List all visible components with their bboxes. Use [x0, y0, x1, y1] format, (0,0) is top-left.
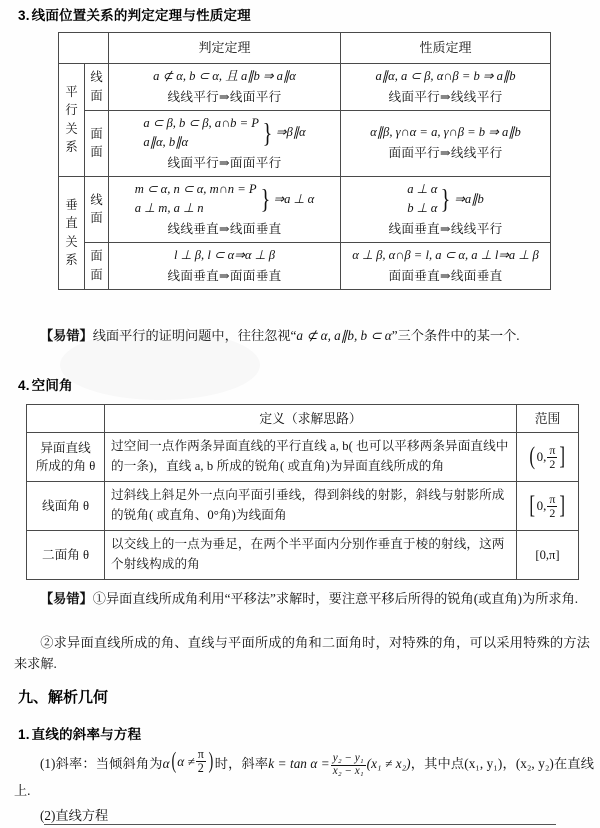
right-brace-icon: } [260, 184, 270, 215]
group-label-char: 系 [65, 253, 78, 268]
cell-property [341, 176, 551, 242]
note-item-1: ①异面直线所成角利用“平移法”求解时，要注意平移后所得的锐角(或直角)为所求角. [92, 591, 579, 606]
group-label-perpendicular [59, 176, 85, 289]
slope-k-eq: k = tan α = [268, 756, 330, 772]
interval-right-bracket: ] [559, 492, 566, 520]
sub-label-char: 线 [90, 70, 103, 85]
conclusion: 线线垂直⇒线面垂直 [167, 221, 282, 236]
formula: l ⊥ β, l ⊂ α⇒α ⊥ β [174, 248, 275, 262]
formula-line: a ⊂ β, b ⊂ β, a∩b = P [143, 115, 259, 130]
section-index-3: 3. [18, 8, 30, 23]
table-row [59, 243, 551, 290]
interval-left-bracket: [ [535, 547, 540, 562]
header-range: 范围 [517, 405, 579, 433]
cell-property [341, 243, 551, 290]
angle-name-dihedral: 二面角 θ [27, 531, 105, 580]
table-row [27, 482, 579, 531]
note-text-a: 线面平行的证明问题中，往往忽视“ [92, 328, 297, 343]
line-eq-text: (2)直线方程 [40, 808, 109, 823]
brace-result: ⇒a∥b [454, 191, 484, 206]
interval-comma: , [543, 449, 547, 465]
formula-line: b ⊥ α [407, 201, 438, 216]
interval-low: 0 [539, 547, 546, 562]
note-easy-mistake-2-item1 [0, 588, 600, 609]
conclusion: 面面垂直⇒线面垂直 [388, 268, 503, 283]
cell-judgement [109, 243, 341, 290]
bottom-rule [44, 824, 556, 825]
slope-cond-fraction [196, 748, 206, 775]
fraction-numerator: π [549, 492, 556, 507]
note-item-2: ②求异面直线所成的角、直线与平面所成的角和二面角时，对特殊的角，可以采用特殊的方法来求解. [14, 635, 590, 672]
conclusion: 线面垂直⇒线线平行 [388, 221, 503, 236]
header-blank-cell [59, 33, 109, 64]
formula-line: a ⊥ m, a ⊥ n [134, 201, 204, 216]
table-spatial-angles [26, 404, 579, 580]
note-tag: 【易错】 [40, 328, 93, 343]
header-property: 性质定理 [341, 33, 551, 64]
group-label-char: 平 [65, 85, 78, 100]
slope-mid: 时，斜率 [214, 756, 269, 772]
interval-low: 0 [536, 449, 544, 465]
fraction-numerator: π [549, 443, 556, 458]
table-row [59, 110, 551, 176]
interval-right-bracket: ] [555, 547, 560, 562]
section-index-4: 4. [18, 378, 30, 393]
braced-formula [135, 180, 315, 219]
interval-comma: , [545, 547, 550, 562]
formula: a∥α, a ⊂ β, α∩β = b ⇒ a∥b [375, 69, 516, 83]
angle-range [517, 482, 579, 531]
formula: a ⊄ α, b ⊂ α, 且 a∥b ⇒ a∥α [153, 69, 296, 83]
interval-left-bracket: ( [529, 443, 536, 471]
conclusion: 线线平行⇒线面平行 [167, 89, 282, 104]
slope-alpha: α [162, 756, 170, 772]
brace-result: ⇒a ⊥ α [273, 191, 315, 206]
slope-condition [170, 748, 215, 775]
braced-formula [143, 114, 305, 153]
interval-comma: , [543, 498, 547, 514]
interval-high: π [549, 547, 556, 562]
formula-line: m ⊂ α, n ⊂ α, m∩n = P [134, 181, 257, 196]
conclusion: 线面平行⇒线线平行 [388, 89, 503, 104]
section-heading-9-1 [0, 723, 141, 743]
sub-label-plane-plane [85, 243, 109, 290]
header-definition: 定义（求解思路） [105, 405, 517, 433]
section-title-4: 空间角 [31, 378, 73, 393]
formula: α∥β, γ∩α = a, γ∩β = b ⇒ a∥b [370, 125, 521, 140]
fraction-denominator: 2 [549, 505, 556, 520]
formula: α ⊥ β, α∩β = l, a ⊂ α, a ⊥ l⇒a ⊥ β [352, 248, 539, 262]
angle-range [517, 531, 579, 580]
header-judgement: 判定定理 [109, 33, 341, 64]
angle-definition: 过斜线上斜足外一点向平面引垂线，得到斜线的射影，斜线与射影所成的锐角( 或直角、0°角)为线面角 [105, 482, 517, 531]
table-line-plane-relations [58, 32, 551, 290]
cell-judgement [109, 110, 341, 176]
angle-definition: 以交线上的一点为垂足，在两个半平面内分别作垂直于棱的射线，这两个射线构成的角 [105, 531, 517, 580]
header-blank-cell [27, 405, 105, 433]
section-index-9-1: 1. [18, 727, 30, 742]
note-math: a ⊄ α, a∥b, b ⊂ α [296, 328, 392, 343]
section-title-3: 线面位置关系的判定定理与性质定理 [31, 8, 251, 23]
cell-property [341, 64, 551, 111]
interval-low: 0 [536, 498, 544, 514]
group-label-char: 系 [65, 140, 78, 155]
note-easy-mistake-2-item2 [0, 632, 600, 675]
slope-fraction [331, 753, 366, 778]
paren-close: ) [208, 748, 214, 774]
sub-label-char: 线 [90, 192, 103, 207]
angle-name-line-plane: 线面角 θ [27, 482, 105, 531]
note-text-b: ”三个条件中的某一个. [391, 328, 520, 343]
table-row [59, 176, 551, 242]
group-label-char: 垂 [65, 197, 78, 212]
brace-result: ⇒β∥α [275, 125, 306, 140]
sub-label-line-plane [85, 64, 109, 111]
group-label-char: 关 [65, 234, 78, 249]
sub-label-char: 面 [90, 126, 103, 141]
fraction-denominator: 2 [549, 456, 556, 471]
formula-line: a∥α, b∥α [143, 135, 189, 150]
interval-high-fraction [547, 493, 557, 519]
interval-high-fraction [547, 444, 557, 470]
section-title-9-1: 直线的斜率与方程 [31, 727, 142, 742]
section-heading-4 [0, 374, 73, 394]
fraction-numerator: π [197, 747, 204, 761]
slope-constraint: (x₁ ≠ x₂) [366, 756, 411, 772]
angle-range [517, 433, 579, 482]
cell-property [341, 110, 551, 176]
braced-formula [407, 180, 484, 219]
table-header-row [59, 33, 551, 64]
slope-label: (1)斜率：当倾斜角为 [40, 756, 163, 772]
sub-label-char: 面 [90, 88, 103, 103]
sub-label-char: 面 [90, 267, 103, 282]
conclusion: 线面平行⇒面面平行 [167, 155, 282, 170]
slope-cond-ne: α ≠ [177, 753, 195, 769]
table-row [27, 531, 579, 580]
angle-name-line: 异面直线 [40, 440, 91, 455]
sub-label-char: 面 [90, 249, 103, 264]
paren-open: ( [171, 748, 176, 774]
section-heading-9: 九、解析几何 [18, 689, 109, 706]
sub-label-char: 面 [90, 211, 103, 226]
conclusion: 面面平行⇒线线平行 [388, 145, 503, 160]
slope-tail: ，其中点(x₁, y₁)，(x₂, y₂)在直线上. [14, 756, 594, 798]
interval-left-bracket: [ [529, 492, 536, 520]
table-row [59, 64, 551, 111]
group-label-char: 行 [65, 103, 78, 118]
sub-label-plane-plane [85, 110, 109, 176]
cell-judgement [109, 176, 341, 242]
note-tag: 【易错】 [40, 591, 93, 606]
note-easy-mistake-1 [0, 325, 600, 346]
group-label-char: 直 [65, 216, 78, 231]
fraction-denominator: x₂ − x₁ [332, 764, 364, 777]
slope-definition [0, 748, 600, 803]
group-label-parallel [59, 64, 85, 177]
right-brace-icon: } [262, 118, 273, 149]
table-row [27, 433, 579, 482]
fraction-numerator: y₂ − y₁ [332, 751, 364, 764]
sub-label-line-plane [85, 176, 109, 242]
group-label-char: 关 [65, 121, 78, 136]
table-header-row [27, 405, 579, 433]
angle-name-line: 所成的角 θ [35, 459, 96, 474]
angle-definition: 过空间一点作两条异面直线的平行直线 a, b( 也可以平移两条异面直线中的一条)，直线 a, b 所成的锐角( 或直角)为异面直线所成的角 [105, 433, 517, 482]
conclusion: 线面垂直⇒面面垂直 [167, 268, 282, 283]
sub-label-char: 面 [90, 145, 103, 160]
right-brace-icon: } [440, 184, 451, 215]
formula-line: a ⊥ α [407, 181, 438, 196]
interval-right-bracket: ] [559, 443, 566, 471]
section-heading-3 [0, 4, 251, 24]
cell-judgement [109, 64, 341, 111]
angle-name-skew-lines [27, 433, 105, 482]
fraction-denominator: 2 [197, 760, 204, 775]
